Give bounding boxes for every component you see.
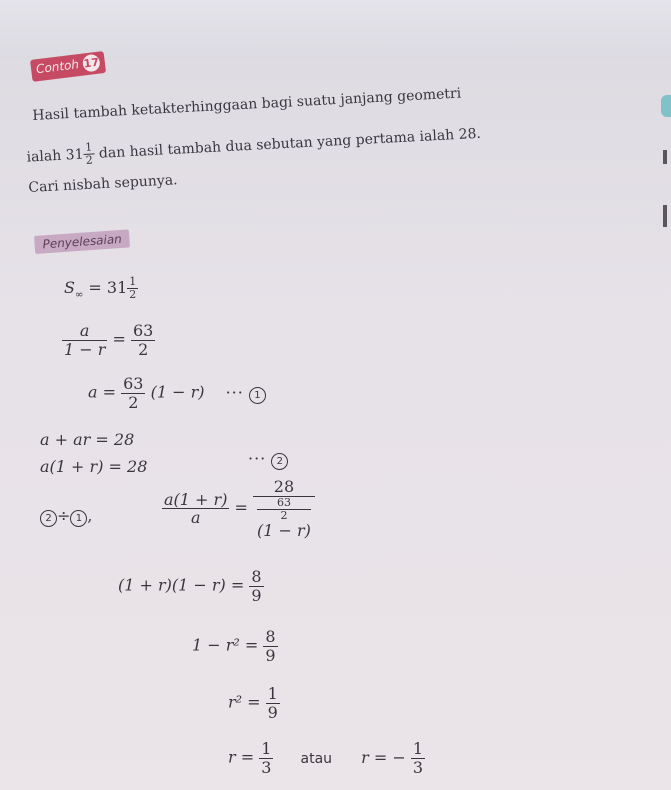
fraction-denominator: 1 − r [64,339,106,359]
equation-product [118,568,264,604]
fraction-a-over-1-minus-r [62,322,107,358]
divide-sign: ÷ [57,506,71,525]
solution-label: Penyelesaian [34,229,130,254]
problem-text-post: dan hasil tambah dua sebutan yang pertama ialah 28. [98,125,482,162]
fraction-denominator: 2 [257,509,311,522]
fraction-denominator: 3 [261,757,272,777]
denominator-tail: (1 − r) [257,520,311,540]
equation-marker-1: 1 [249,387,266,404]
equals-sign: = [112,329,126,349]
fraction-denominator: 2 [131,340,155,359]
fraction-numerator: 8 [265,627,276,646]
equation-lhs: a = [88,382,117,402]
equation-lhs: r² = [228,692,261,712]
equation-marker-2: 2 [40,510,57,527]
fraction-numerator: 1 [267,684,278,703]
fraction-1-over-3 [259,740,273,776]
fraction-denominator: 2 [121,393,145,412]
word-atau: atau [300,750,333,767]
division-step-label [40,506,93,527]
fraction-numerator: 1 [129,275,137,288]
equation-lhs: r = [228,747,255,767]
fraction-rhs [253,478,315,539]
equation-difference [192,628,278,664]
mixed-fraction [127,276,138,301]
page-edge-mark [663,205,667,227]
problem-line-2 [26,121,482,170]
ellipsis: ··· [248,449,267,468]
fraction-denominator: 2 [129,288,137,302]
fraction-numerator: 1 [412,739,424,758]
fraction-1-over-3 [411,740,425,776]
fraction-numerator: 1 [84,140,93,154]
page-edge-mark [663,150,667,164]
fraction-63-over-2 [121,375,145,411]
fraction-numerator: a [79,321,90,340]
equation-final-answer [228,740,425,776]
fraction-lhs [162,491,229,527]
equation-2-marker-group [248,449,288,470]
fraction-denominator: 9 [265,645,276,665]
symbol-infinity: ∞ [74,289,84,301]
equation-r-squared [228,685,280,721]
problem-line-1: Hasil tambah ketakterhinggaan bagi suatu janjang geometri [32,85,462,124]
equation-lhs-negative: r = − [361,747,406,767]
problem-text-pre: ialah 31 [26,146,84,166]
equation-formula [62,322,155,358]
fraction-1-over-9 [266,685,280,721]
comma: , [87,506,93,525]
fraction-numerator: 63 [276,495,291,509]
equation-tail: (1 − r) [150,382,205,402]
example-number: 17 [82,54,101,73]
symbol-s: S [64,278,75,298]
fraction-8-over-9 [249,568,263,604]
problem-line-3: Cari nisbah sepunya. [28,172,178,196]
fraction-63-over-2 [131,322,155,358]
fraction-numerator: 63 [123,374,144,393]
equation-2: a(1 + r) = 28 [40,457,148,476]
fraction-numerator: 1 [261,739,272,758]
equation-lhs: (1 + r)(1 − r) = [118,575,245,595]
fraction-denominator: a [162,508,229,527]
fraction-numerator: 63 [133,321,154,340]
fraction-denominator: 9 [251,585,262,605]
equation-sum-infinity [64,276,138,301]
fraction-8-over-9 [263,628,277,664]
fraction-numerator: 8 [251,567,262,586]
equation-1 [88,375,266,411]
fraction-numerator: 28 [273,477,295,496]
equation-rhs: = 31 [88,278,128,298]
example-label: Contoh [35,57,80,77]
equation-marker-2: 2 [271,453,288,470]
fraction-denominator: 9 [267,702,278,722]
equation-division [162,478,315,539]
fraction-numerator: a(1 + r) [164,489,228,509]
fraction-denominator [253,496,315,540]
fraction-denominator: 3 [412,757,424,777]
equals-sign: = [234,498,248,518]
nested-fraction [255,497,313,522]
problem-fraction [83,141,95,167]
fraction-denominator: 2 [83,154,95,168]
equation-lhs: 1 − r² = [192,635,259,655]
page-edge-accent [661,95,671,117]
ellipsis: ··· [225,382,244,402]
equation-two-terms: a + ar = 28 [40,430,135,449]
equation-marker-1: 1 [70,510,87,527]
